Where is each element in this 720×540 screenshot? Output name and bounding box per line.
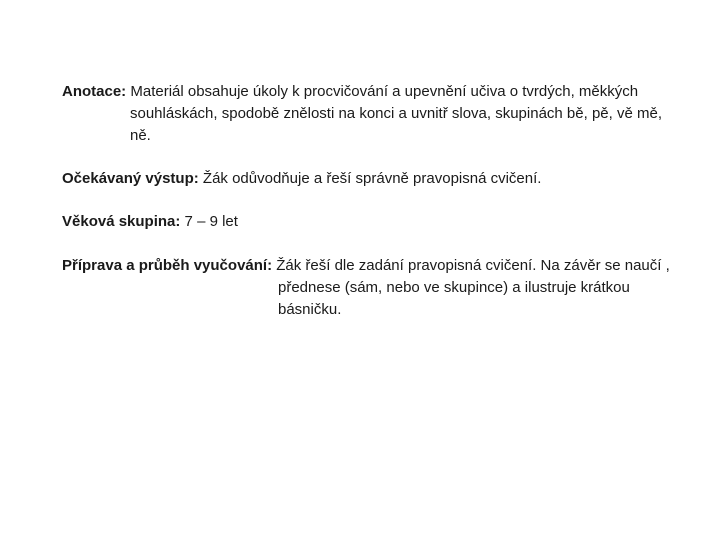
age-group-text: 7 – 9 let [180, 213, 238, 230]
annotation-text-line-2: souhláskách, spodobě znělosti na konci a uvnitř slova, skupinách bě, pě, vě mě, [130, 105, 662, 122]
age-group-section [62, 211, 238, 233]
lesson-preparation-section [62, 255, 670, 321]
expected-outcome-text: Žák odůvodňuje a řeší správně pravopisná cvičení. [198, 170, 542, 187]
annotation-text-line-1: Materiál obsahuje úkoly k procvičování a upevnění učiva o tvrdých, měkkých [126, 83, 639, 100]
annotation-text-line-3: ně. [130, 127, 151, 144]
annotation-label: Anotace: [62, 83, 127, 100]
lesson-preparation-text-line-2: přednese (sám, nebo ve skupince) a ilustruje krátkou [278, 279, 630, 296]
lesson-preparation-label: Příprava a průběh vyučování: [62, 257, 273, 274]
expected-outcome-label: Očekávaný výstup: [62, 170, 199, 187]
lesson-preparation-text-line-1: Žák řeší dle zadání pravopisná cvičení. Na závěr se naučí , [272, 257, 670, 274]
expected-outcome-section [62, 168, 541, 190]
lesson-preparation-text-line-3: básničku. [278, 301, 342, 318]
age-group-label: Věková skupina: [62, 213, 181, 230]
annotation-section [62, 81, 662, 147]
